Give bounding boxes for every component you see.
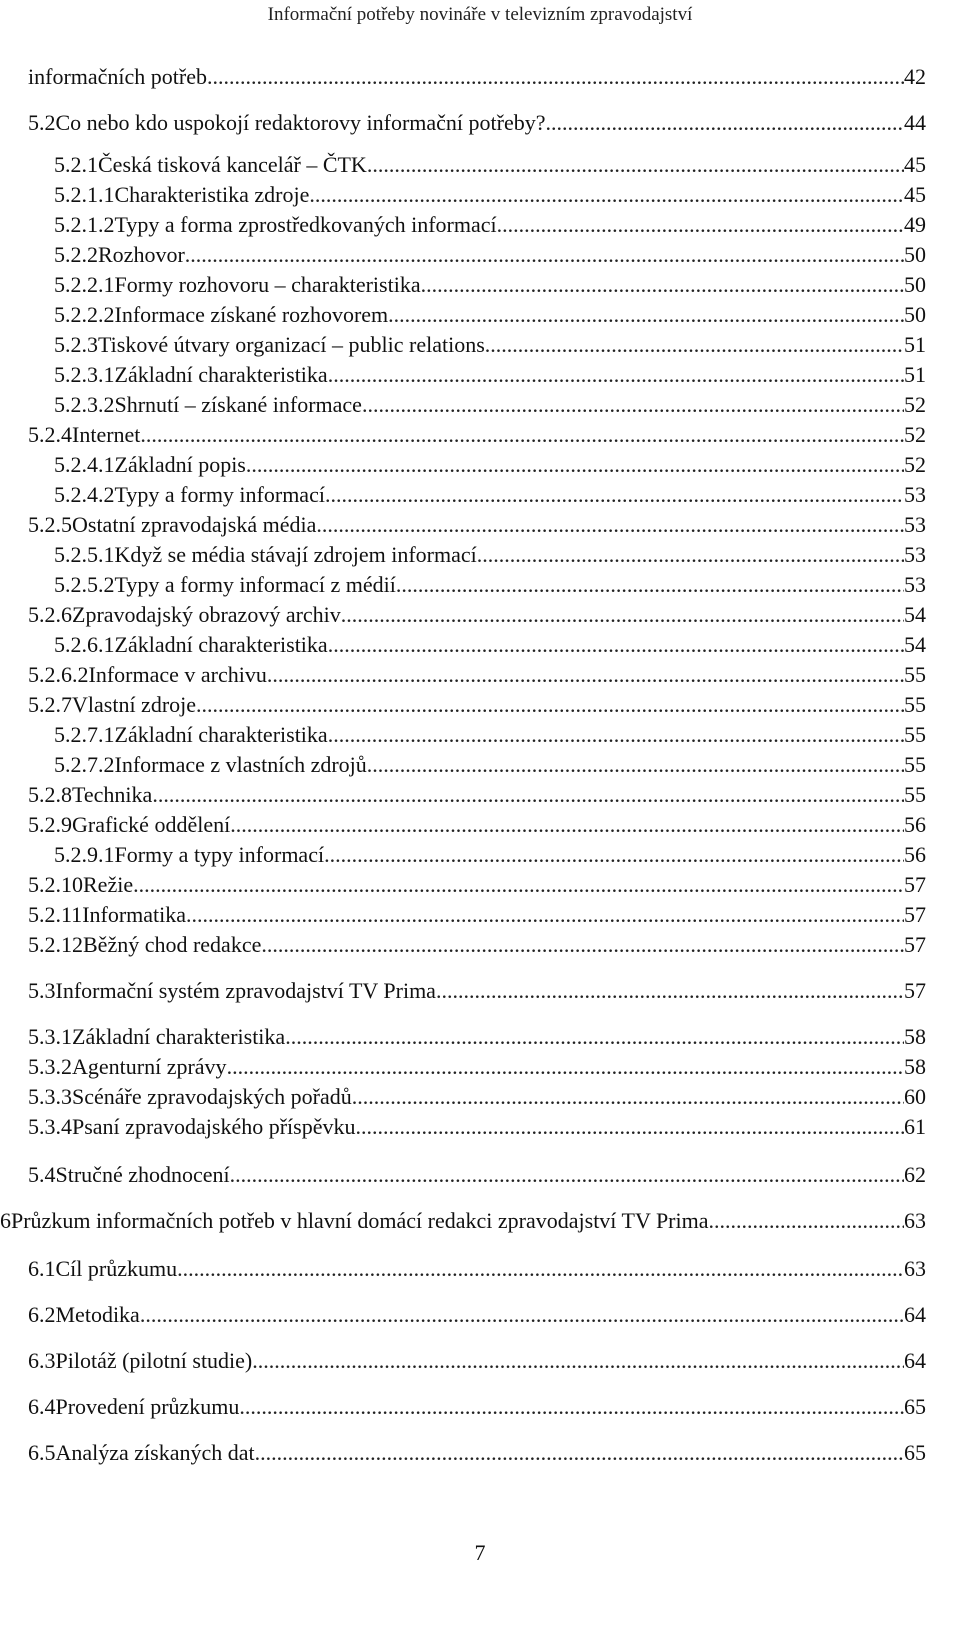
toc-entry[interactable]	[28, 600, 926, 630]
toc-entry-page: 58	[904, 1024, 926, 1049]
toc-entry[interactable]	[28, 1438, 926, 1468]
toc-entry-title: Typy a forma zprostředkovaných informací	[114, 212, 497, 237]
toc-entry-page: 50	[904, 272, 926, 297]
toc-entry[interactable]	[54, 240, 926, 270]
dot-leader	[436, 976, 904, 1006]
dot-leader	[207, 62, 904, 92]
toc-entry-number: 5.3.1	[28, 1024, 72, 1049]
toc-entry[interactable]	[54, 720, 926, 750]
toc-entry-title: Režie	[83, 872, 134, 897]
toc-entry-title: Grafické oddělení	[72, 812, 231, 837]
toc-entry-title: Co nebo kdo uspokojí redaktorovy informační potřeby?	[55, 110, 546, 135]
running-header: Informační potřeby novináře v televizním zpravodajství	[267, 4, 693, 25]
toc-entry[interactable]	[28, 1082, 926, 1112]
dot-leader	[246, 450, 904, 480]
toc-entry-page: 61	[904, 1114, 926, 1139]
toc-entry-page: 64	[904, 1302, 926, 1327]
dot-leader	[341, 600, 904, 630]
toc-entry-title: Typy a formy informací z médií	[114, 572, 396, 597]
toc-entry[interactable]	[28, 870, 926, 900]
toc-entry-title: Informatika	[82, 902, 187, 927]
dot-leader	[309, 180, 904, 210]
toc-entry-title: Základní popis	[114, 452, 246, 477]
toc-entry[interactable]	[54, 180, 926, 210]
page-number: 7	[474, 1540, 486, 1565]
toc-entry-number: 5.2.5.1	[54, 542, 115, 567]
toc-entry[interactable]	[28, 690, 926, 720]
toc-entry[interactable]	[28, 1112, 926, 1142]
toc-entry-number: 5.2.9	[28, 812, 72, 837]
dot-leader	[227, 1052, 904, 1082]
toc-entry-page: 55	[904, 722, 926, 747]
toc-entry[interactable]	[28, 1022, 926, 1052]
toc-entry-title: Základní charakteristika	[72, 1024, 286, 1049]
toc-entry-page: 45	[904, 152, 926, 177]
toc-entry-title: Základní charakteristika	[114, 722, 328, 747]
toc-entry-page: 65	[904, 1440, 926, 1465]
dot-leader	[261, 930, 904, 960]
toc-entry-page: 57	[904, 932, 926, 957]
toc-entry[interactable]	[54, 480, 926, 510]
dot-leader	[497, 210, 904, 240]
toc-entry[interactable]	[28, 930, 926, 960]
toc-entry-number: 5.3.2	[28, 1054, 72, 1079]
toc-entry-number: 6.4	[28, 1394, 56, 1419]
toc-entry[interactable]	[0, 1206, 926, 1236]
toc-entry-title: Průzkum informačních potřeb v hlavní domácí redakci zpravodajství TV Prima	[11, 1208, 709, 1233]
toc-entry-number: 5.3.4	[28, 1114, 72, 1139]
toc-entry-title: Formy a typy informací	[114, 842, 325, 867]
toc-entry[interactable]	[28, 660, 926, 690]
toc-entry-page: 57	[904, 978, 926, 1003]
toc-entry-page: 65	[904, 1394, 926, 1419]
toc-entry-title: Charakteristika zdroje	[114, 182, 310, 207]
dot-leader	[328, 720, 904, 750]
dot-leader	[367, 750, 904, 780]
toc-entry[interactable]	[28, 1052, 926, 1082]
toc-entry-title: Pilotáž (pilotní studie)	[55, 1348, 253, 1373]
dot-leader	[367, 150, 904, 180]
toc-entry[interactable]	[54, 840, 926, 870]
toc-entry-number: 5.2.4	[28, 422, 72, 447]
toc-entry[interactable]	[28, 1254, 926, 1284]
toc-entry[interactable]	[54, 210, 926, 240]
toc-entry-number: 6.3	[28, 1348, 56, 1373]
toc-entry-page: 52	[904, 452, 926, 477]
toc-entry-number: 5.2.12	[28, 932, 83, 957]
toc-entry-number: 5.2.1.1	[54, 182, 115, 207]
toc-entry[interactable]	[28, 420, 926, 450]
toc-entry-title: Technika	[72, 782, 153, 807]
toc-entry[interactable]	[28, 510, 926, 540]
toc-entry-page: 53	[904, 512, 926, 537]
toc-entry-title: Informace z vlastních zdrojů	[114, 752, 367, 777]
toc-entry-page: 58	[904, 1054, 926, 1079]
toc-entry-title: Provedení průzkumu	[55, 1394, 240, 1419]
dot-leader	[325, 480, 904, 510]
dot-leader	[316, 510, 904, 540]
dot-leader	[328, 360, 904, 390]
toc-entry-page: 54	[904, 602, 926, 627]
toc-entry-title: Informace získané rozhovorem	[114, 302, 389, 327]
toc-entry-title: Stručné zhodnocení	[55, 1162, 230, 1187]
toc-entry[interactable]	[28, 976, 926, 1006]
toc-entry[interactable]	[54, 540, 926, 570]
dot-leader	[140, 420, 904, 450]
toc-entry[interactable]	[28, 810, 926, 840]
toc-entry-page: 45	[904, 182, 926, 207]
dot-leader	[133, 870, 904, 900]
dot-leader	[477, 540, 904, 570]
toc-entry-title: Cíl průzkumu	[55, 1256, 178, 1281]
toc-entry-page: 62	[904, 1162, 926, 1187]
toc-entry[interactable]	[28, 62, 926, 92]
dot-leader	[352, 1082, 904, 1112]
toc-entry-title: informačních potřeb	[28, 64, 207, 89]
dot-leader	[185, 240, 904, 270]
toc-entry-number: 5.2.3	[54, 332, 98, 357]
toc-entry-title: Zpravodajský obrazový archiv	[72, 602, 341, 627]
toc-entry-page: 52	[904, 392, 926, 417]
toc-entry-page: 44	[904, 110, 926, 135]
toc-entry-title: Vlastní zdroje	[72, 692, 197, 717]
toc-entry-page: 50	[904, 242, 926, 267]
dot-leader	[388, 300, 904, 330]
toc-entry-number: 5.2.4.2	[54, 482, 115, 507]
toc-entry-number: 5.2.7	[28, 692, 72, 717]
toc-entry-page: 55	[904, 662, 926, 687]
toc-entry-number: 6	[0, 1208, 11, 1233]
toc-entry-page: 53	[904, 482, 926, 507]
toc-entry-title: Rozhovor	[98, 242, 185, 267]
dot-leader	[255, 1438, 904, 1468]
dot-leader	[324, 840, 904, 870]
toc-entry-page: 51	[904, 332, 926, 357]
dot-leader	[421, 270, 904, 300]
dot-leader	[546, 108, 904, 138]
toc-entry-page: 63	[904, 1208, 926, 1233]
toc-entry[interactable]	[28, 108, 926, 138]
toc-entry-number: 5.2.3.2	[54, 392, 115, 417]
toc-entry[interactable]	[28, 1346, 926, 1376]
toc-entry-page: 63	[904, 1256, 926, 1281]
dot-leader	[152, 780, 904, 810]
toc-entry[interactable]	[54, 630, 926, 660]
toc-entry-title: Formy rozhovoru – charakteristika	[114, 272, 421, 297]
dot-leader	[285, 1022, 904, 1052]
toc-entry-title: Když se média stávají zdrojem informací	[114, 542, 477, 567]
toc-entry-number: 5.2.6.2	[28, 662, 89, 687]
toc-entry[interactable]	[54, 450, 926, 480]
toc-entry-number: 5.2.5	[28, 512, 72, 537]
dot-leader	[230, 810, 904, 840]
toc-entry-number: 5.4	[28, 1162, 56, 1187]
toc-entry[interactable]	[28, 780, 926, 810]
toc-entry[interactable]	[54, 750, 926, 780]
toc-entry-title: Shrnutí – získané informace	[114, 392, 362, 417]
toc-entry[interactable]	[54, 270, 926, 300]
dot-leader	[396, 570, 904, 600]
toc-entry-title: Internet	[72, 422, 141, 447]
toc-entry-number: 5.2.7.1	[54, 722, 115, 747]
toc-entry-number: 5.2.7.2	[54, 752, 115, 777]
toc-entry-page: 56	[904, 812, 926, 837]
toc-entry-number: 5.3.3	[28, 1084, 72, 1109]
dot-leader	[362, 390, 904, 420]
toc-entry-title: Analýza získaných dat	[55, 1440, 255, 1465]
toc-entry-number: 5.2.2	[54, 242, 98, 267]
toc-entry-number: 5.3	[28, 978, 56, 1003]
toc-entry-page: 53	[904, 572, 926, 597]
toc-entry[interactable]	[28, 1392, 926, 1422]
dot-leader	[177, 1254, 904, 1284]
toc-entry[interactable]	[54, 300, 926, 330]
toc-entry-number: 5.2	[28, 110, 56, 135]
toc-entry-title: Česká tisková kancelář – ČTK	[98, 152, 367, 177]
toc-entry-number: 5.2.6	[28, 602, 72, 627]
toc-entry-number: 5.2.2.2	[54, 302, 115, 327]
toc-entry-title: Základní charakteristika	[114, 632, 328, 657]
toc-entry-number: 6.5	[28, 1440, 56, 1465]
toc-entry-page: 53	[904, 542, 926, 567]
toc-entry-title: Běžný chod redakce	[83, 932, 262, 957]
dot-leader	[485, 330, 904, 360]
toc-entry-page: 55	[904, 692, 926, 717]
dot-leader	[239, 1392, 904, 1422]
toc-entry-title: Metodika	[55, 1302, 140, 1327]
toc-entry-number: 5.2.8	[28, 782, 72, 807]
dot-leader	[230, 1160, 904, 1190]
toc-entry-number: 5.2.4.1	[54, 452, 115, 477]
toc-entry-title: Ostatní zpravodajská média	[72, 512, 317, 537]
toc-entry-page: 60	[904, 1084, 926, 1109]
toc-entry-title: Scénáře zpravodajských pořadů	[72, 1084, 352, 1109]
dot-leader	[267, 660, 904, 690]
toc-entry-number: 5.2.10	[28, 872, 83, 897]
toc-entry-title: Tiskové útvary organizací – public relations	[98, 332, 485, 357]
dot-leader	[252, 1346, 904, 1376]
toc-entry-number: 5.2.1	[54, 152, 98, 177]
toc-entry[interactable]	[54, 570, 926, 600]
toc-entry-page: 51	[904, 362, 926, 387]
toc-entry-page: 42	[904, 64, 926, 89]
toc-entry-number: 6.2	[28, 1302, 56, 1327]
dot-leader	[709, 1206, 904, 1236]
dot-leader	[140, 1300, 904, 1330]
toc-entry-title: Základní charakteristika	[114, 362, 328, 387]
toc-entry[interactable]	[54, 330, 926, 360]
toc-entry-number: 5.2.3.1	[54, 362, 115, 387]
toc-entry-title: Agenturní zprávy	[72, 1054, 227, 1079]
dot-leader	[186, 900, 904, 930]
toc-entry-page: 54	[904, 632, 926, 657]
toc-entry[interactable]	[54, 390, 926, 420]
toc-entry-page: 56	[904, 842, 926, 867]
toc-entry[interactable]	[54, 360, 926, 390]
dot-leader	[356, 1112, 905, 1142]
toc-entry-number: 5.2.9.1	[54, 842, 115, 867]
toc-entry[interactable]	[28, 1300, 926, 1330]
toc-entry-number: 5.2.5.2	[54, 572, 115, 597]
toc-entry-page: 55	[904, 752, 926, 777]
dot-leader	[328, 630, 904, 660]
toc-entry[interactable]	[54, 150, 926, 180]
toc-entry-page: 55	[904, 782, 926, 807]
toc-entry-page: 50	[904, 302, 926, 327]
toc-entry-page: 57	[904, 902, 926, 927]
toc-entry[interactable]	[28, 900, 926, 930]
toc-entry-title: Psaní zpravodajského příspěvku	[72, 1114, 356, 1139]
toc-entry-page: 52	[904, 422, 926, 447]
toc-entry-number: 5.2.1.2	[54, 212, 115, 237]
toc-entry-title: Informace v archivu	[88, 662, 267, 687]
toc-entry-page: 64	[904, 1348, 926, 1373]
toc-entry[interactable]	[28, 1160, 926, 1190]
toc-entry-number: 6.1	[28, 1256, 56, 1281]
dot-leader	[196, 690, 904, 720]
toc-entry-title: Informační systém zpravodajství TV Prima	[55, 978, 436, 1003]
toc-entry-page: 57	[904, 872, 926, 897]
toc-entry-title: Typy a formy informací	[114, 482, 325, 507]
toc-entry-number: 5.2.2.1	[54, 272, 115, 297]
toc-entry-page: 49	[904, 212, 926, 237]
toc-entry-number: 5.2.6.1	[54, 632, 115, 657]
toc-entry-number: 5.2.11	[28, 902, 83, 927]
